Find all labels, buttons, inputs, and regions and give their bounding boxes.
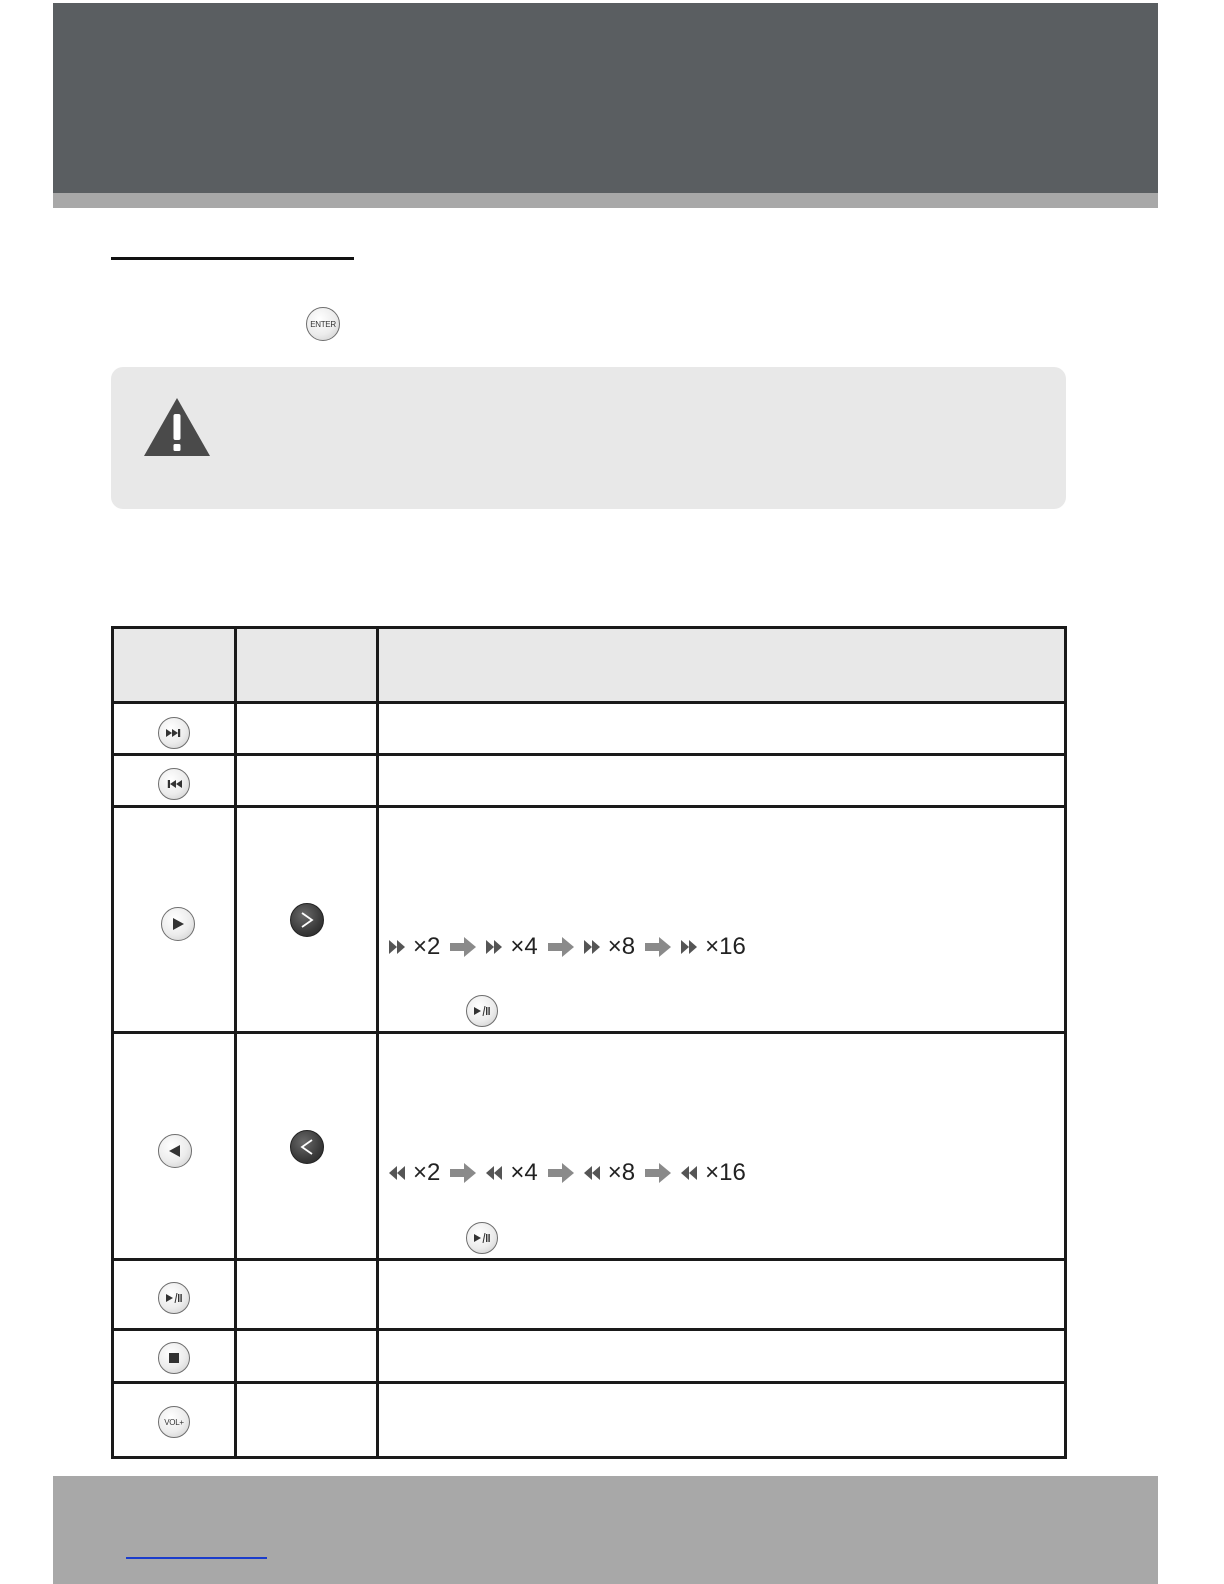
right-arrow-icon	[290, 903, 324, 937]
section-heading-underline	[111, 257, 354, 260]
speed-label: ×8	[607, 1159, 636, 1186]
row-divider	[111, 701, 1067, 704]
previous-track-icon	[158, 768, 190, 800]
fast-forward-speed-icon	[584, 938, 602, 956]
table-header-row	[113, 628, 1065, 702]
table-border-top	[111, 626, 1067, 629]
row-divider	[111, 753, 1067, 756]
speed-label: ×2	[413, 933, 441, 960]
left-arrow-icon	[290, 1130, 324, 1164]
speed-label: ×2	[413, 1159, 441, 1186]
speed-arrow-icon	[548, 1163, 574, 1183]
speed-label: ×4	[510, 933, 538, 960]
rewind-speed-sequence	[389, 1158, 746, 1188]
header-band	[53, 3, 1158, 193]
speed-label: ×4	[510, 1159, 538, 1186]
row-divider	[111, 1031, 1067, 1034]
volume-up-label: VOL+	[164, 1417, 184, 1427]
speed-label: ×16	[705, 1159, 746, 1186]
volume-up-icon	[158, 1406, 190, 1438]
fast-forward-speed-icon	[681, 938, 699, 956]
row-divider	[111, 1328, 1067, 1331]
table-border-left	[111, 626, 114, 1459]
table-border-right	[1064, 626, 1067, 1459]
speed-arrow-icon	[450, 1163, 476, 1183]
stop-icon	[158, 1342, 190, 1374]
row-divider	[111, 1381, 1067, 1384]
speed-arrow-icon	[450, 937, 476, 957]
fast-forward-speed-sequence	[389, 932, 746, 962]
speed-label: ×16	[705, 933, 746, 960]
footer-link-underline[interactable]	[126, 1557, 267, 1559]
table-border-bottom	[111, 1456, 1067, 1459]
rewind-speed-icon	[681, 1164, 699, 1182]
header-strip	[53, 193, 1158, 208]
fast-forward-speed-icon	[389, 938, 407, 956]
next-track-icon	[158, 717, 190, 749]
rewind-icon	[158, 1134, 192, 1168]
column-divider	[234, 626, 237, 1459]
play-pause-icon	[466, 995, 498, 1027]
fast-forward-speed-icon	[486, 938, 504, 956]
rewind-speed-icon	[389, 1164, 407, 1182]
footer-band	[53, 1476, 1158, 1584]
speed-arrow-icon	[645, 937, 671, 957]
row-divider	[111, 805, 1067, 808]
fast-forward-icon	[161, 907, 195, 941]
speed-label: ×8	[607, 933, 636, 960]
rewind-speed-icon	[486, 1164, 504, 1182]
warning-icon	[142, 396, 212, 458]
enter-button-label: ENTER	[310, 319, 336, 329]
play-pause-icon	[466, 1222, 498, 1254]
rewind-speed-icon	[584, 1164, 602, 1182]
enter-button-icon	[306, 307, 340, 341]
speed-arrow-icon	[548, 937, 574, 957]
speed-arrow-icon	[645, 1163, 671, 1183]
play-pause-icon	[158, 1282, 190, 1314]
column-divider	[376, 626, 379, 1459]
row-divider	[111, 1258, 1067, 1261]
caution-note-box	[111, 367, 1066, 509]
